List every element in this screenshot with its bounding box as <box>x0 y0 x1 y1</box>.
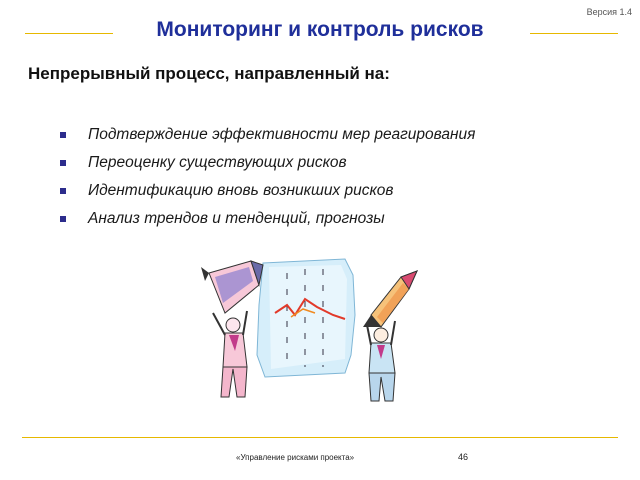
bullet-list <box>60 121 475 233</box>
bullet-item <box>60 177 475 205</box>
bullet-text: Подтверждение эффективности мер реагирования <box>88 126 476 143</box>
right-figure <box>363 271 417 401</box>
version-label: Версия 1.4 <box>586 7 632 17</box>
bullet-item <box>60 205 475 233</box>
bullet-text: Идентификацию вновь возникших рисков <box>88 182 394 199</box>
bullet-text: Анализ трендов и тенденций, прогнозы <box>88 210 385 227</box>
chart-board <box>257 259 355 377</box>
page-number: 46 <box>458 452 469 462</box>
footer-rule <box>22 437 618 438</box>
bullet-item <box>60 121 475 149</box>
pencils-chart-illustration <box>195 255 435 405</box>
square-bullet-icon <box>60 216 66 222</box>
slide-title: Мониторинг и контроль рисков <box>156 18 484 41</box>
square-bullet-icon <box>60 132 66 138</box>
slide-subtitle: Непрерывный процесс, направленный на: <box>28 64 390 83</box>
bullet-text: Переоценку существующих рисков <box>88 154 347 171</box>
square-bullet-icon <box>60 160 66 166</box>
bullet-item <box>60 149 475 177</box>
square-bullet-icon <box>60 188 66 194</box>
left-figure <box>201 261 263 397</box>
footer-title: «Управление рисками проекта» <box>236 453 355 462</box>
